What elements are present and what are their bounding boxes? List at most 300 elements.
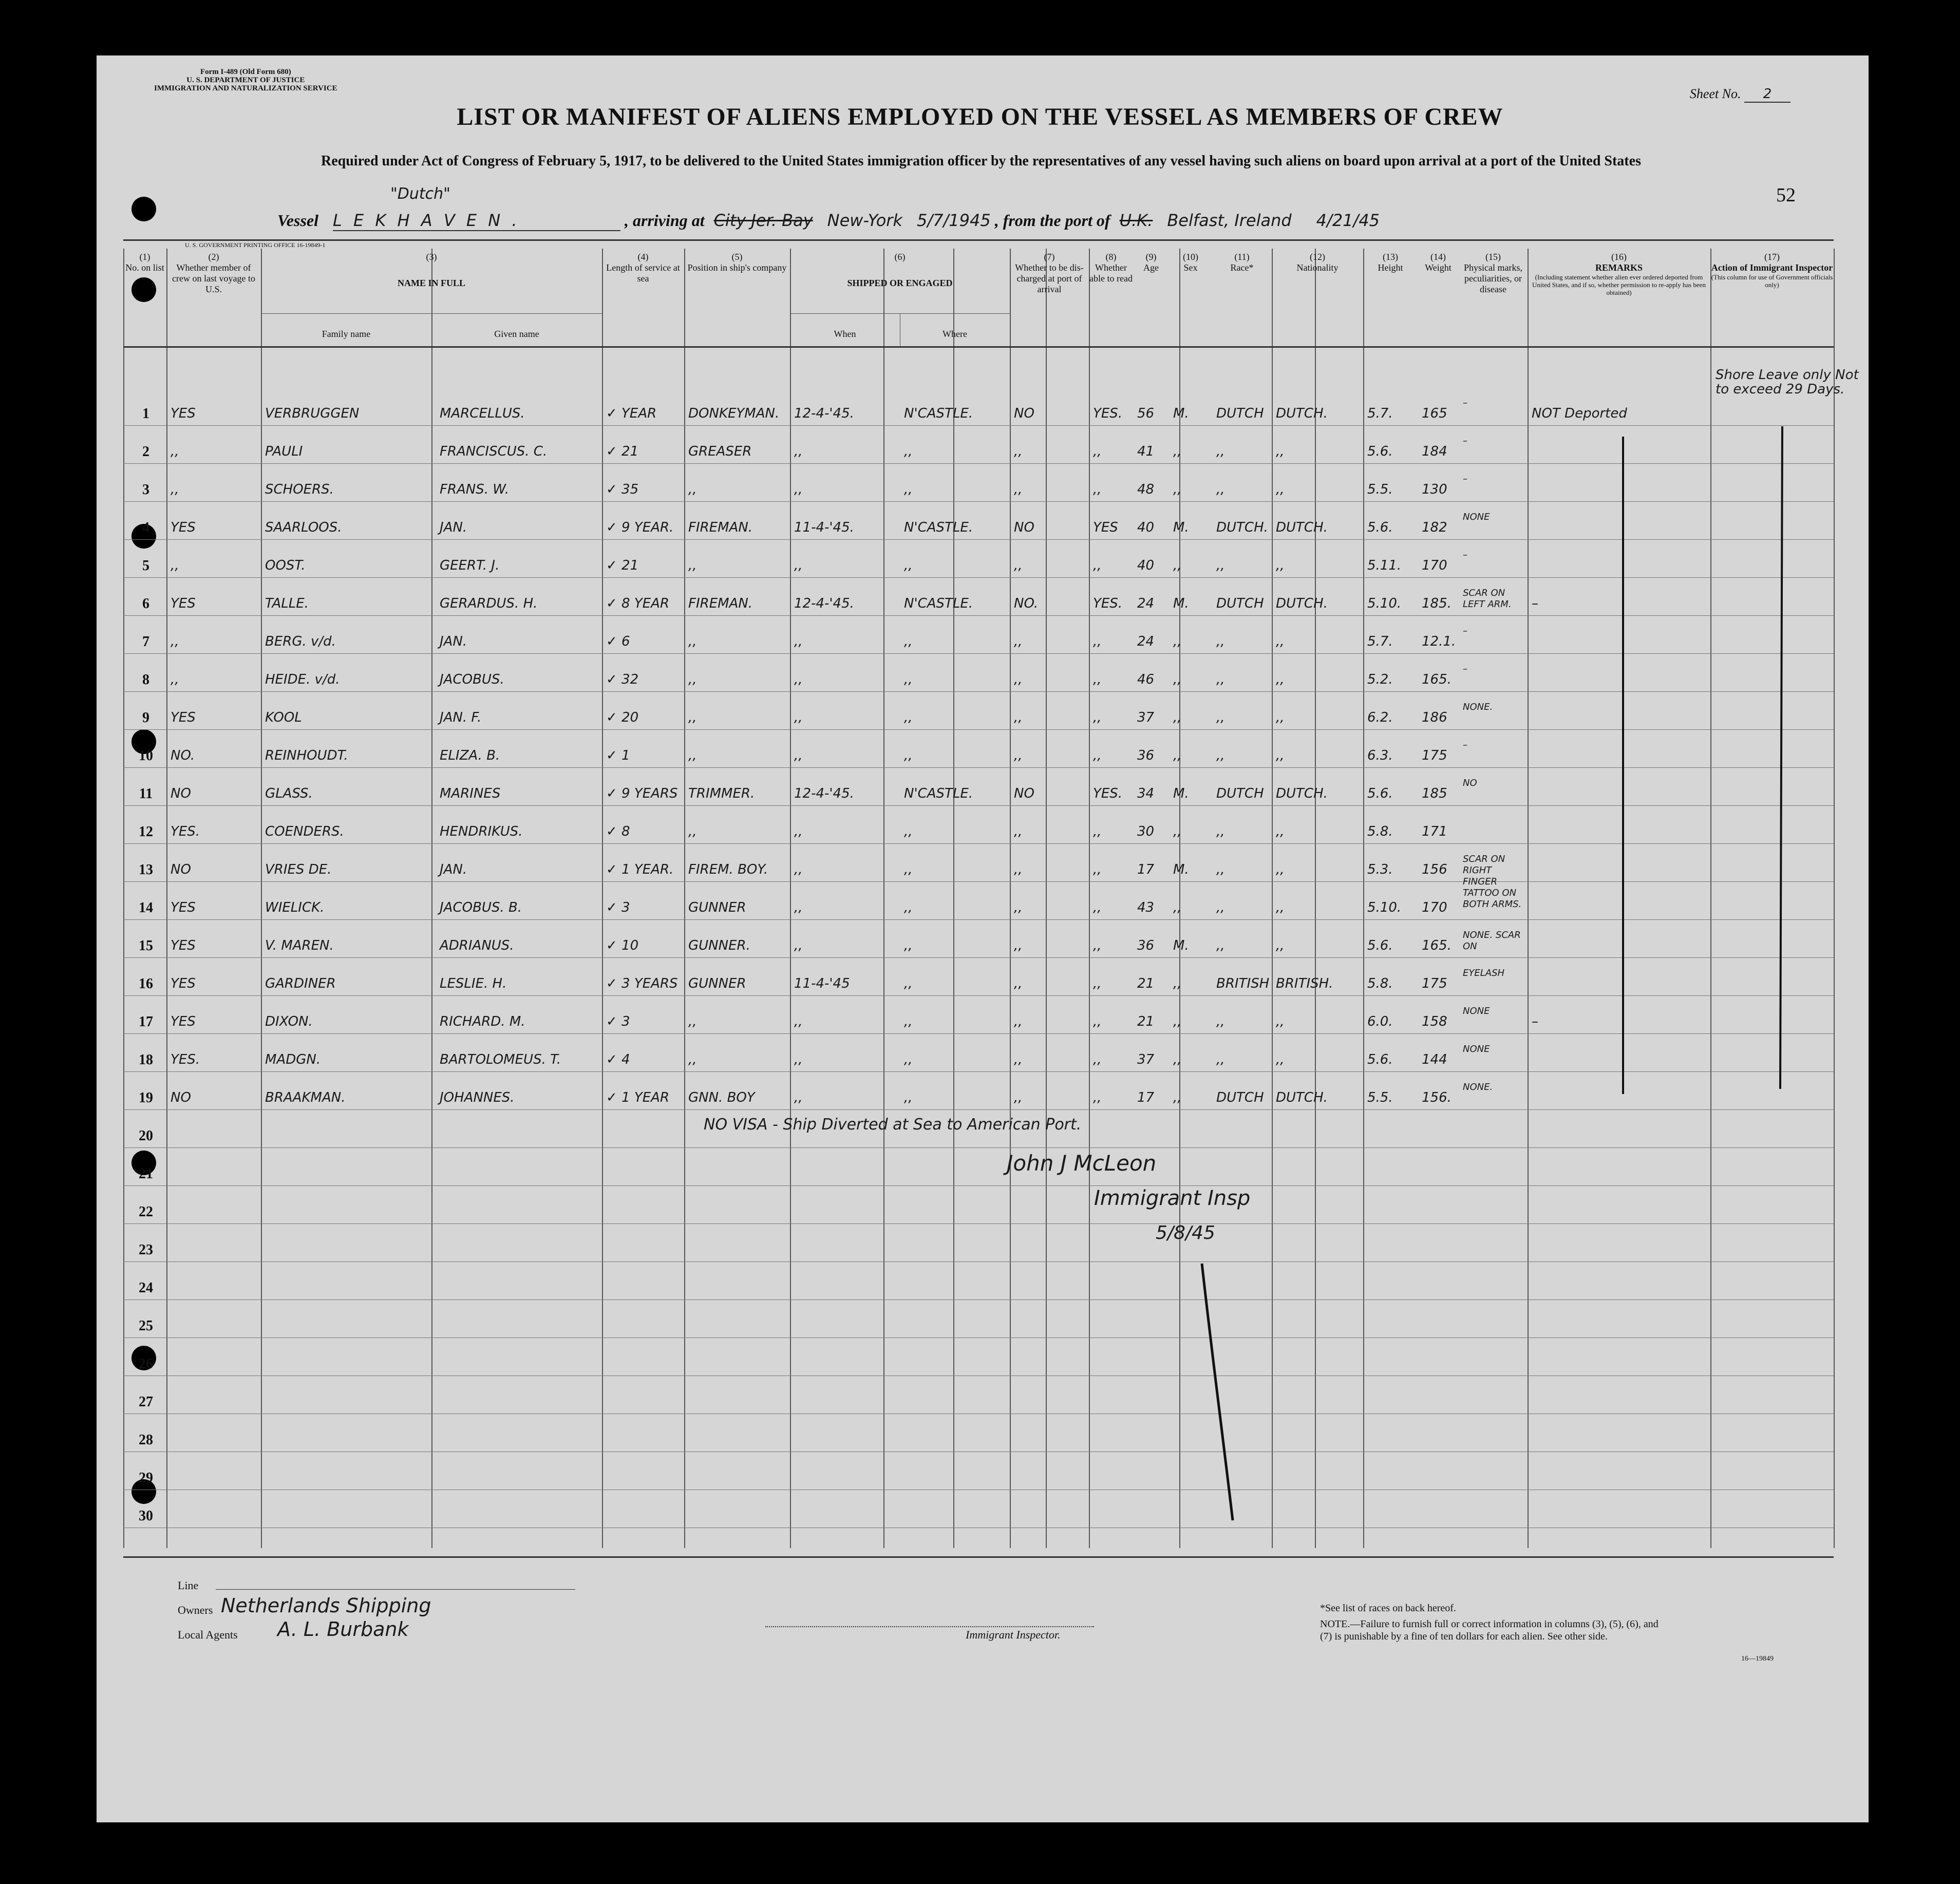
cell-read: ,,	[1093, 824, 1102, 839]
cell-family: GLASS.	[265, 786, 313, 801]
row-rule	[123, 463, 1834, 464]
cell-position: ,,	[688, 1014, 697, 1029]
cell-service: ✓ 1 YEAR.	[606, 862, 674, 877]
cell-age: 36	[1137, 748, 1155, 763]
row-rule	[123, 577, 1834, 578]
cell-height: 5.6.	[1367, 444, 1393, 459]
cell-sex: ,,	[1173, 634, 1182, 649]
row-rule	[123, 1185, 1834, 1186]
cell-where: ,,	[904, 1090, 913, 1105]
cell-given: GERARDUS. H.	[440, 596, 538, 611]
signature-stroke	[1181, 1253, 1243, 1531]
cell-disch: ,,	[1014, 444, 1023, 459]
cell-sex: ,,	[1173, 558, 1182, 573]
row-number: 10	[139, 748, 153, 764]
column-label: Age	[1143, 262, 1159, 273]
cell-crew: YES.	[171, 824, 200, 839]
column-label: NAME IN FULL	[397, 278, 465, 288]
row-rule	[123, 1071, 1834, 1072]
cell-height: 5.6.	[1367, 520, 1393, 535]
cell-family: KOOL	[265, 710, 302, 725]
cell-given: JACOBUS. B.	[440, 900, 522, 915]
cell-position: ,,	[688, 634, 697, 649]
cell-height: 5.6.	[1367, 786, 1393, 801]
cell-crew: YES	[171, 710, 196, 725]
owners-label: Owners	[178, 1604, 213, 1616]
row-number: 15	[139, 938, 153, 954]
cell-position: FIREMAN.	[688, 520, 753, 535]
column-rule	[953, 249, 954, 1548]
cell-where: ,,	[904, 1052, 913, 1067]
cell-read: YES	[1093, 520, 1118, 535]
cell-marks: –	[1463, 474, 1467, 484]
cell-crew: NO	[171, 862, 191, 877]
cell-sex: ,,	[1173, 482, 1182, 497]
row-rule	[123, 615, 1834, 616]
column-header	[1363, 252, 1418, 273]
cell-race: DUTCH	[1216, 596, 1264, 611]
row-rule	[123, 1299, 1834, 1300]
column-number: (6)	[894, 252, 906, 262]
column-note: (This column for use of Government officials only)	[1711, 273, 1833, 289]
cell-sex: ,,	[1173, 1014, 1182, 1029]
cell-weight: 186	[1422, 710, 1447, 725]
cell-crew: NO	[171, 786, 191, 801]
row-number: 29	[139, 1470, 153, 1486]
cell-weight: 156	[1422, 862, 1447, 877]
arriving-date: 5/7/1945	[916, 211, 991, 230]
cell-when: 12-4-'45.	[794, 786, 854, 801]
cell-where: N'CASTLE.	[904, 596, 973, 611]
cell-age: 17	[1137, 1090, 1155, 1105]
binder-hole	[131, 197, 156, 221]
column-label: Whether able to read	[1089, 262, 1133, 284]
cell-weight: 171	[1422, 824, 1447, 839]
column-rule	[1272, 249, 1273, 1548]
cell-age: 37	[1137, 1052, 1155, 1067]
row-rule	[123, 501, 1834, 502]
column-rule	[1010, 249, 1011, 1548]
cell-read: ,,	[1093, 710, 1102, 725]
row-number: 25	[139, 1318, 153, 1334]
column-header	[1528, 252, 1710, 296]
cell-position: FIREMAN.	[688, 596, 753, 611]
cell-crew: YES	[171, 520, 196, 535]
column-subheader: Family name	[322, 329, 371, 339]
cell-height: 5.2.	[1367, 672, 1393, 687]
cell-height: 5.5.	[1367, 482, 1393, 497]
cell-when: ,,	[794, 634, 803, 649]
page-number: 52	[1776, 184, 1796, 206]
cell-sex: M.	[1173, 520, 1189, 535]
cell-marks: NONE.	[1463, 1082, 1493, 1092]
cell-service: ✓ 9 YEAR.	[606, 520, 674, 535]
cell-race: ,,	[1216, 1014, 1225, 1029]
cell-disch: NO	[1014, 406, 1034, 421]
cell-when: 11-4-'45.	[794, 520, 854, 535]
cell-race: ,,	[1216, 482, 1225, 497]
row-rule	[123, 1223, 1834, 1224]
cell-family: V. MAREN.	[265, 938, 334, 953]
from-struck: U.K.	[1119, 211, 1153, 230]
cell-when: ,,	[794, 938, 803, 953]
page-subtitle: Required under Act of Congress of February 5, 1917, to be delivered to the United States immigration officer by the representatives of any vessel having such aliens on board upon arrival at a port of the United States	[321, 153, 1641, 169]
cell-read: ,,	[1093, 482, 1102, 497]
cell-weight: 170	[1422, 900, 1447, 915]
cell-sex: ,,	[1173, 748, 1182, 763]
cell-disch: NO	[1014, 520, 1034, 535]
cell-weight: 165	[1422, 406, 1447, 421]
cell-where: N'CASTLE.	[904, 520, 973, 535]
cell-nat: BRITISH.	[1276, 976, 1333, 991]
cell-disch: ,,	[1014, 824, 1023, 839]
cell-service: ✓ 21	[606, 444, 639, 459]
cell-when: ,,	[794, 862, 803, 877]
row-number: 9	[142, 710, 149, 726]
column-header	[1212, 252, 1272, 273]
column-rule	[1363, 249, 1364, 1548]
race-note: *See list of races on back hereof.	[1320, 1603, 1456, 1614]
row-number: 18	[139, 1052, 153, 1068]
cell-position: ,,	[688, 558, 697, 573]
cell-given: JAN.	[440, 634, 467, 649]
cell-when: ,,	[794, 1052, 803, 1067]
cell-race: ,,	[1216, 558, 1225, 573]
cell-height: 5.11.	[1367, 558, 1402, 573]
cell-nat: ,,	[1276, 634, 1285, 649]
cell-marks: –	[1463, 740, 1467, 750]
row-number: 17	[139, 1014, 153, 1030]
cell-age: 24	[1137, 596, 1155, 611]
column-header	[1010, 252, 1089, 295]
cell-read: ,,	[1093, 634, 1102, 649]
cell-crew: ,,	[171, 444, 179, 459]
cell-where: ,,	[904, 672, 913, 687]
printer-line: U. S. GOVERNMENT PRINTING OFFICE 16-19849-1	[185, 241, 326, 249]
row-rule	[123, 881, 1834, 882]
inspector-action-note: Shore Leave only Not to exceed 29 Days.	[1716, 367, 1859, 397]
cell-age: 56	[1137, 406, 1155, 421]
agents-label: Local Agents	[178, 1628, 238, 1641]
cell-where: ,,	[904, 558, 913, 573]
cell-weight: 156.	[1422, 1090, 1452, 1105]
row-number: 7	[142, 634, 149, 650]
column-header	[1710, 252, 1834, 289]
cell-disch: ,,	[1014, 710, 1023, 725]
column-label: REMARKS	[1595, 262, 1643, 273]
cell-given: MARCELLUS.	[440, 406, 525, 421]
cell-disch: ,,	[1014, 672, 1023, 687]
cell-nat: DUTCH.	[1276, 406, 1328, 421]
column-header	[602, 252, 684, 284]
column-rule	[166, 249, 167, 1548]
cell-service: ✓ 32	[606, 672, 639, 687]
cell-crew: YES	[171, 938, 196, 953]
cell-marks: NO	[1463, 778, 1477, 788]
cell-marks: –	[1463, 664, 1467, 674]
cell-position: GUNNER	[688, 900, 746, 915]
cell-position: ,,	[688, 1052, 697, 1067]
column-label: Race*	[1230, 262, 1254, 273]
cell-crew: YES	[171, 596, 196, 611]
cell-marks: NONE	[1463, 512, 1490, 522]
cell-crew: YES	[171, 976, 196, 991]
cell-service: ✓ 8 YEAR	[606, 596, 670, 611]
cell-height: 5.7.	[1367, 406, 1393, 421]
column-number: (15)	[1485, 252, 1501, 262]
cell-service: ✓ 3 YEARS	[606, 976, 678, 991]
cell-race: DUTCH	[1216, 1090, 1264, 1105]
column-number: (12)	[1310, 252, 1325, 262]
form-number: Form I-489 (Old Form 680)	[200, 68, 291, 76]
cell-nat: ,,	[1276, 1014, 1285, 1029]
cell-given: JAN.	[440, 862, 467, 877]
form-identifier	[154, 68, 337, 92]
column-header	[1089, 252, 1133, 284]
cell-when: ,,	[794, 1014, 803, 1029]
cell-position: ,,	[688, 482, 697, 497]
cell-given: ADRIANUS.	[440, 938, 514, 953]
cell-age: 21	[1137, 976, 1155, 991]
cell-weight: 144	[1422, 1052, 1447, 1067]
column-label: No. on list	[125, 262, 164, 273]
cell-marks: SCAR ON RIGHT FINGER TATTOO ON BOTH ARMS.	[1463, 854, 1522, 910]
cell-position: TRIMMER.	[688, 786, 755, 801]
cell-family: SAARLOOS.	[265, 520, 342, 535]
cell-age: 30	[1137, 824, 1155, 839]
cell-race: ,,	[1216, 938, 1225, 953]
cell-height: 5.5.	[1367, 1090, 1393, 1105]
cell-nat: ,,	[1276, 444, 1285, 459]
cell-nat: ,,	[1276, 900, 1285, 915]
cell-position: FIREM. BOY.	[688, 862, 768, 877]
cell-family: BRAAKMAN.	[265, 1090, 346, 1105]
penalty-note: NOTE.—Failure to furnish full or correct information in columns (3), (5), (6), and (7) is punishable by a fine of ten dollars for each alien. See other side.	[1320, 1618, 1659, 1642]
cell-race: ,,	[1216, 444, 1225, 459]
column-number: (1)	[139, 252, 150, 262]
cell-disch: ,,	[1014, 1052, 1023, 1067]
cell-position: GUNNER	[688, 976, 746, 991]
cell-disch: ,,	[1014, 938, 1023, 953]
visa-annotation: NO VISA - Ship Diverted at Sea to American Port.	[704, 1116, 1082, 1134]
cell-nat: DUTCH.	[1276, 786, 1328, 801]
row-number: 6	[142, 596, 149, 612]
cell-where: ,,	[904, 938, 913, 953]
cell-weight: 182	[1422, 520, 1447, 535]
cell-sex: M.	[1173, 862, 1189, 877]
column-rule	[684, 249, 685, 1548]
cell-disch: ,,	[1014, 1090, 1023, 1105]
column-label: Weight	[1425, 262, 1452, 273]
row-rule	[123, 767, 1834, 768]
row-number: 5	[142, 558, 149, 574]
cell-family: DIXON.	[265, 1014, 313, 1029]
column-label: Sex	[1183, 262, 1198, 273]
vessel-name: L E K H A V E N .	[333, 211, 620, 231]
cell-family: REINHOUDT.	[265, 748, 348, 763]
cell-read: ,,	[1093, 1090, 1102, 1105]
column-rule	[1834, 249, 1835, 1548]
column-label: Action of Immigrant Inspector	[1711, 262, 1833, 273]
cell-marks: SCAR ON LEFT ARM.	[1463, 588, 1512, 610]
cell-remarks: NOT Deported	[1532, 406, 1627, 421]
column-subheader: Where	[943, 329, 967, 339]
cell-marks: NONE	[1463, 1006, 1490, 1016]
cell-position: ,,	[688, 710, 697, 725]
from-port: Belfast, Ireland	[1167, 211, 1292, 230]
cell-marks: EYELASH	[1463, 968, 1505, 978]
column-label: Nationality	[1296, 262, 1339, 273]
cell-read: YES.	[1093, 596, 1123, 611]
cell-when: ,,	[794, 482, 803, 497]
cell-age: 34	[1137, 786, 1155, 801]
column-header	[1272, 252, 1363, 273]
cell-disch: ,,	[1014, 862, 1023, 877]
row-number: 19	[139, 1090, 153, 1106]
cell-family: WIELICK.	[265, 900, 325, 915]
cell-crew: YES.	[171, 1052, 200, 1067]
cell-nat: ,,	[1276, 482, 1285, 497]
cell-service: ✓ YEAR	[606, 406, 657, 421]
row-rule	[123, 843, 1834, 844]
cell-service: ✓ 10	[606, 938, 639, 953]
row-number: 24	[139, 1280, 153, 1296]
cell-given: FRANCISCUS. C.	[440, 444, 548, 459]
cell-when: ,,	[794, 748, 803, 763]
row-number: 1	[142, 406, 149, 422]
cell-given: JACOBUS.	[440, 672, 504, 687]
cell-marks: –	[1463, 626, 1467, 636]
from-label: , from the port of	[994, 211, 1110, 230]
column-rule	[431, 249, 432, 1548]
cell-disch: NO	[1014, 786, 1034, 801]
column-number: (9)	[1145, 252, 1157, 262]
cell-nat: ,,	[1276, 1052, 1285, 1067]
cell-nat: DUTCH.	[1276, 596, 1328, 611]
cell-nat: ,,	[1276, 558, 1285, 573]
cell-age: 46	[1137, 672, 1155, 687]
cell-sex: M.	[1173, 938, 1189, 953]
cell-age: 17	[1137, 862, 1155, 877]
cell-when: ,,	[794, 900, 803, 915]
arriving-port: New-York	[827, 211, 902, 230]
cell-height: 6.3.	[1367, 748, 1393, 763]
cell-sex: M.	[1173, 596, 1189, 611]
cell-where: ,,	[904, 710, 913, 725]
cell-sex: ,,	[1173, 1052, 1182, 1067]
cell-crew: ,,	[171, 634, 179, 649]
cell-height: 5.8.	[1367, 824, 1393, 839]
column-number: (10)	[1183, 252, 1198, 262]
cell-sex: ,,	[1173, 976, 1182, 991]
cell-age: 43	[1137, 900, 1155, 915]
cell-weight: 170	[1422, 558, 1447, 573]
cell-height: 5.10.	[1367, 900, 1402, 915]
cell-nat: DUTCH.	[1276, 1090, 1328, 1105]
cell-weight: 12.1.	[1422, 634, 1456, 649]
cell-race: ,,	[1216, 672, 1225, 687]
cell-nat: ,,	[1276, 862, 1285, 877]
cell-when: 11-4-'45	[794, 976, 850, 991]
cell-crew: ,,	[171, 672, 179, 687]
cell-family: COENDERS.	[265, 824, 344, 839]
from-date: 4/21/45	[1316, 211, 1380, 230]
column-header	[1459, 252, 1528, 295]
cell-read: ,,	[1093, 900, 1102, 915]
column-number: (11)	[1234, 252, 1250, 262]
row-number: 30	[139, 1508, 153, 1524]
column-label: Physical marks, peculiarities, or disease	[1464, 262, 1522, 294]
column-label: Position in ship's company	[687, 262, 787, 273]
cell-when: 12-4-'45.	[794, 406, 854, 421]
cell-weight: 185.	[1422, 596, 1452, 611]
cell-when: ,,	[794, 710, 803, 725]
column-rule	[1315, 249, 1316, 1548]
department: U. S. DEPARTMENT OF JUSTICE	[186, 76, 305, 84]
cell-where: ,,	[904, 824, 913, 839]
line-label: Line	[178, 1579, 199, 1592]
cell-service: ✓ 3	[606, 1014, 630, 1029]
cell-race: DUTCH.	[1216, 520, 1268, 535]
cell-read: ,,	[1093, 862, 1102, 877]
remarks-ditto-line	[1613, 437, 1633, 1099]
cell-read: ,,	[1093, 938, 1102, 953]
cell-sex: ,,	[1173, 900, 1182, 915]
action-ditto-line	[1772, 426, 1793, 1094]
cell-height: 5.10.	[1367, 596, 1402, 611]
cell-where: ,,	[904, 976, 913, 991]
column-rule	[1089, 249, 1090, 1548]
cell-age: 48	[1137, 482, 1155, 497]
row-rule	[123, 957, 1834, 958]
cell-read: ,,	[1093, 1052, 1102, 1067]
row-number: 20	[139, 1128, 153, 1144]
column-rule	[883, 249, 884, 1548]
row-rule	[123, 691, 1834, 692]
column-number: (17)	[1764, 252, 1780, 262]
cell-read: YES.	[1093, 786, 1123, 801]
cell-marks: –	[1463, 550, 1467, 560]
cell-where: ,,	[904, 1014, 913, 1029]
cell-given: HENDRIKUS.	[440, 824, 523, 839]
cell-where: ,,	[904, 748, 913, 763]
column-subheader: When	[834, 329, 856, 339]
sheet-label: Sheet No.	[1689, 86, 1741, 101]
cell-marks: –	[1463, 398, 1467, 408]
sheet-number	[1690, 86, 1791, 103]
cell-service: ✓ 9 YEARS	[606, 786, 678, 801]
cell-race: ,,	[1216, 900, 1225, 915]
cell-disch: NO.	[1014, 596, 1039, 611]
cell-crew: NO.	[171, 748, 195, 763]
cell-read: ,,	[1093, 558, 1102, 573]
row-number: 12	[139, 824, 153, 840]
cell-race: ,,	[1216, 824, 1225, 839]
row-rule	[123, 1147, 1834, 1148]
cell-position: GREASER	[688, 444, 752, 459]
owners-value: Netherlands Shipping	[221, 1594, 431, 1617]
cell-given: GEERT. J.	[440, 558, 500, 573]
row-number: 14	[139, 900, 153, 916]
cell-service: ✓ 1 YEAR	[606, 1090, 670, 1105]
cell-position: ,,	[688, 672, 697, 687]
column-label: Whether to be dis-charged at port of arrival	[1015, 262, 1084, 294]
cell-sex: ,,	[1173, 824, 1182, 839]
row-number: 21	[139, 1166, 153, 1182]
cell-sex: M.	[1173, 406, 1189, 421]
cell-position: GUNNER.	[688, 938, 750, 953]
cell-position: DONKEYMAN.	[688, 406, 780, 421]
